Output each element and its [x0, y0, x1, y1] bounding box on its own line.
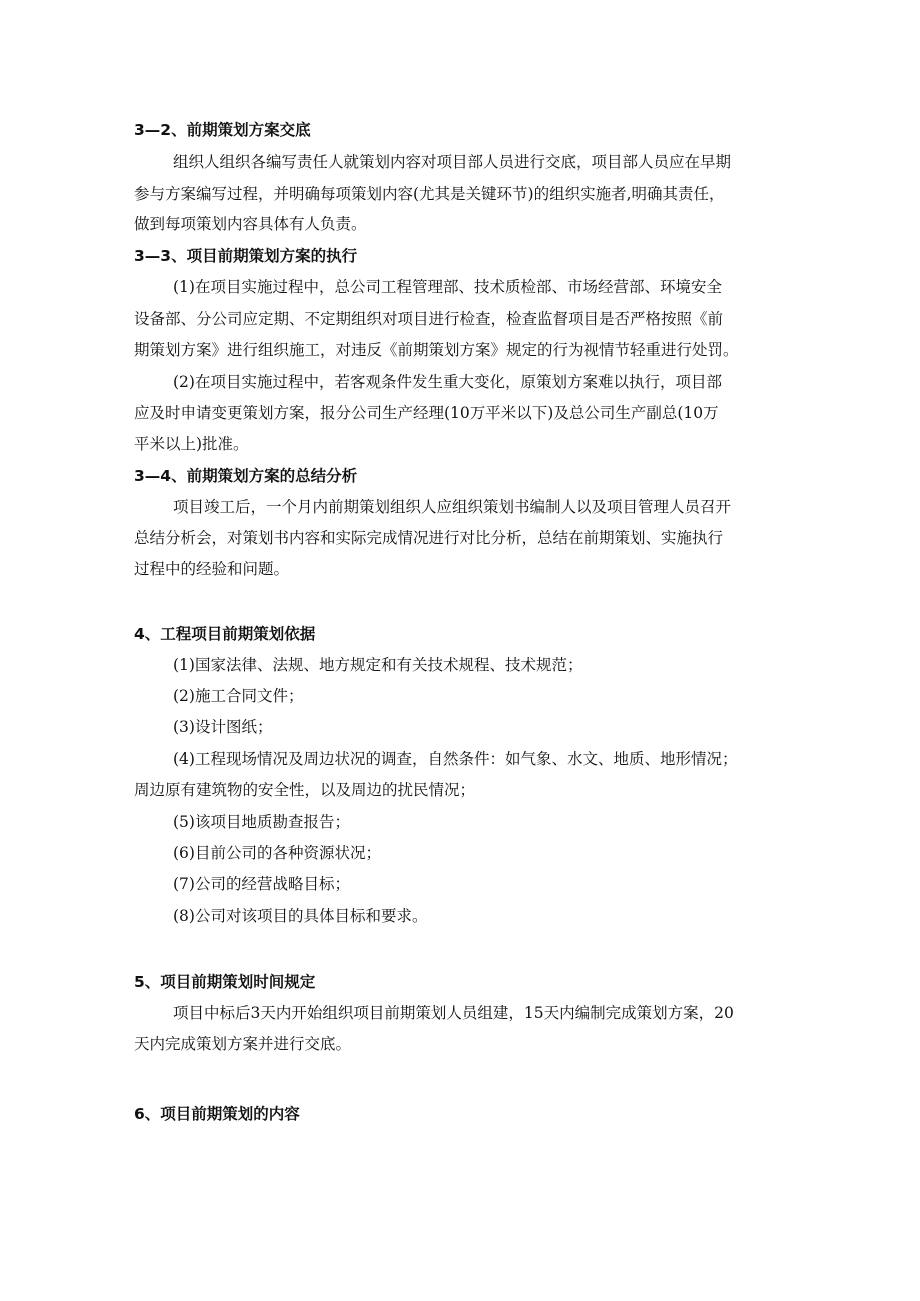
- heading-5: 5、项目前期策划时间规定: [134, 973, 316, 991]
- list-item: (4)工程现场情况及周边状况的调查，自然条件：如气象、水文、地质、地形情况；: [173, 750, 738, 768]
- heading-6: 6、项目前期策划的内容: [134, 1105, 300, 1123]
- paragraph-line: 项目中标后3天内开始组织项目前期策划人员组建，15天内编制完成策划方案，20: [173, 1004, 734, 1022]
- paragraph-line: 天内完成策划方案并进行交底。: [134, 1035, 352, 1053]
- heading-4: 4、工程项目前期策划依据: [134, 625, 316, 643]
- paragraph-line: 组织人组织各编写责任人就策划内容对项目部人员进行交底，项目部人员应在早期: [173, 153, 732, 171]
- paragraph-line: 应及时申请变更策划方案，报分公司生产经理(10万平米以下)及总公司生产副总(10万: [134, 404, 719, 422]
- list-item: (6)目前公司的各种资源状况；: [173, 844, 381, 862]
- paragraph-line: 过程中的经验和问题。: [134, 560, 290, 578]
- heading-3-4: 3—4、前期策划方案的总结分析: [134, 467, 358, 485]
- list-item: (1)国家法律、法规、地方规定和有关技术规程、技术规范；: [173, 656, 583, 674]
- heading-3-2: 3—2、前期策划方案交底: [134, 121, 311, 139]
- list-item: (3)设计图纸；: [173, 718, 273, 736]
- paragraph-line: (1)在项目实施过程中，总公司工程管理部、技术质检部、市场经营部、环境安全: [173, 278, 722, 296]
- paragraph-line: 做到每项策划内容具体有人负责。: [134, 215, 367, 233]
- list-item: (7)公司的经营战略目标；: [173, 875, 350, 893]
- paragraph-line: 设备部、分公司应定期、不定期组织对项目进行检查，检查监督项目是否严格按照《前: [134, 310, 724, 328]
- list-item: (5)该项目地质勘查报告；: [173, 813, 350, 831]
- list-item: (2)施工合同文件；: [173, 687, 304, 705]
- paragraph-line: 平米以上)批准。: [134, 435, 249, 453]
- paragraph-line: (2)在项目实施过程中，若客观条件发生重大变化，原策划方案难以执行，项目部: [173, 373, 722, 391]
- paragraph-line: 项目竣工后，一个月内前期策划组织人应组织策划书编制人以及项目管理人员召开: [173, 498, 732, 516]
- paragraph-line: 期策划方案》进行组织施工，对违反《前期策划方案》规定的行为视情节轻重进行处罚。: [134, 341, 739, 359]
- paragraph-line: 总结分析会，对策划书内容和实际完成情况进行对比分析，总结在前期策划、实施执行: [134, 529, 724, 547]
- list-item: 周边原有建筑物的安全性，以及周边的扰民情况；: [134, 781, 476, 799]
- heading-3-3: 3—3、项目前期策划方案的执行: [134, 247, 358, 265]
- paragraph-line: 参与方案编写过程，并明确每项策划内容(尤其是关键环节)的组织实施者,明确其责任，: [134, 185, 725, 203]
- list-item: (8)公司对该项目的具体目标和要求。: [173, 907, 428, 925]
